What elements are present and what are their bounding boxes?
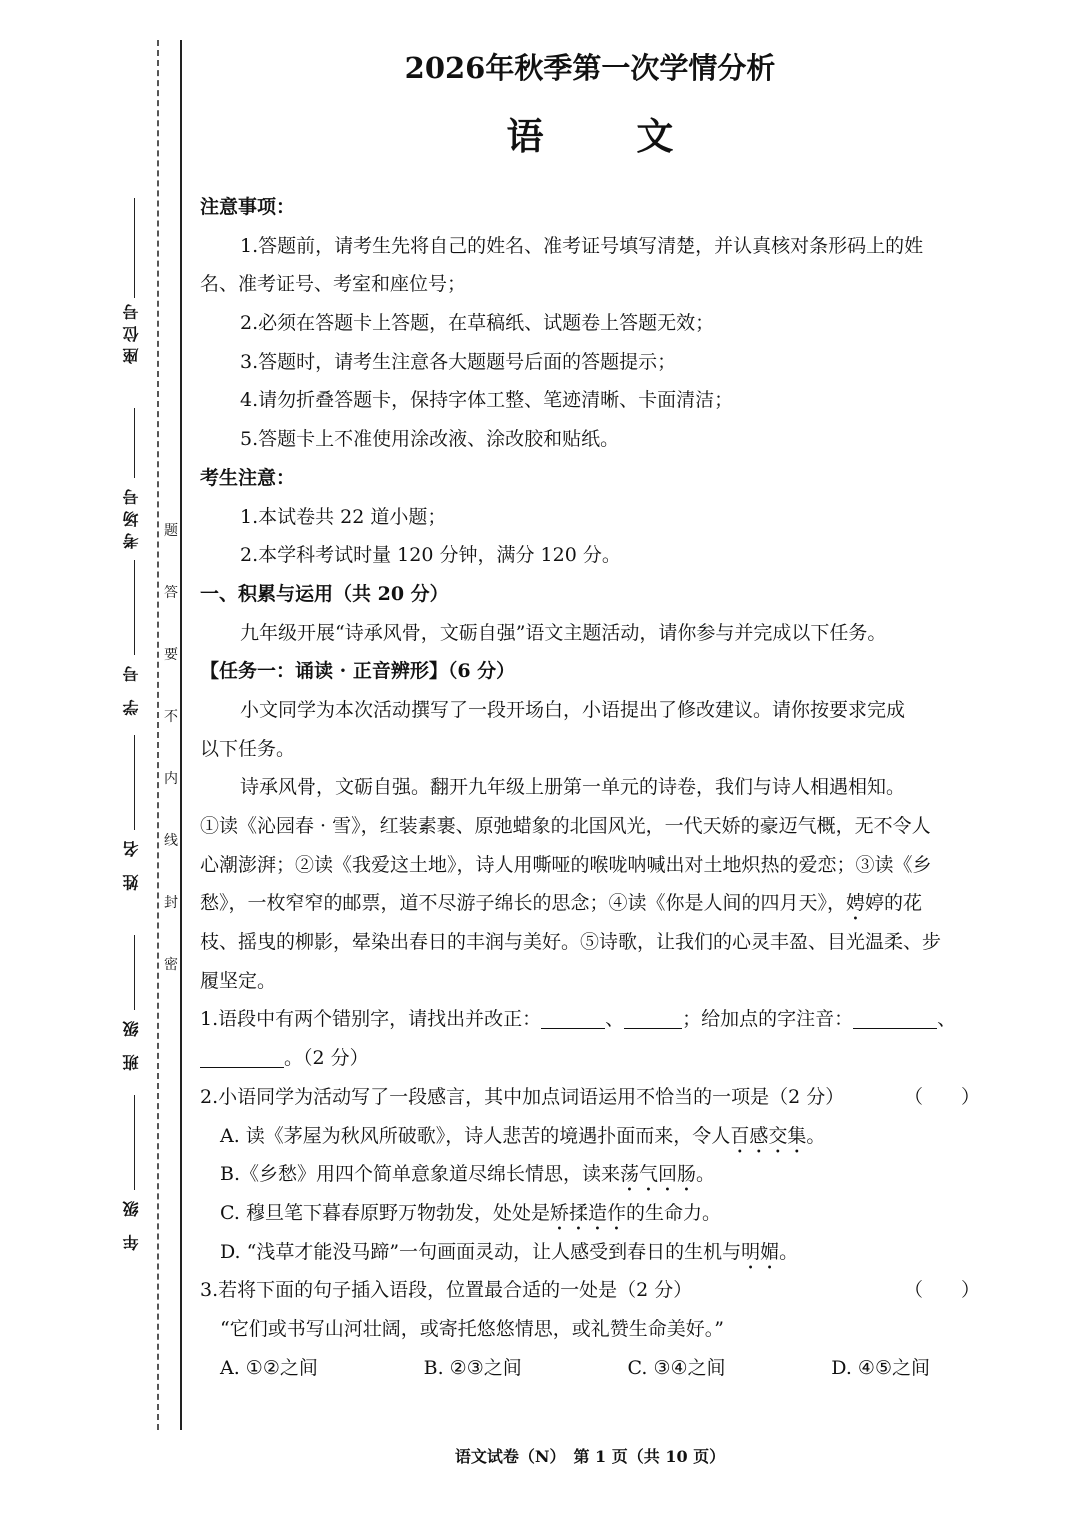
class-field: 班 级 — [120, 935, 150, 1085]
exam-room-field: 考场号 — [120, 408, 150, 553]
candidate-heading: 考生注意： — [200, 466, 296, 489]
page-footer: 语文试卷（N） 第 1 页（共 10 页） — [454, 1447, 726, 1466]
q2-option-a: A. 读《茅屋为秋风所破歌》，诗人悲苦的境遇扑面而来，令人百感交集。 — [220, 1124, 826, 1147]
notice-item-5: 5.答题卡上不准使用涂改液、涂改胶和贴纸。 — [240, 428, 620, 451]
notice-heading: 注意事项： — [200, 196, 296, 218]
subject-title: 语 文 — [506, 114, 714, 158]
section-1-intro: 九年级开展“诗承风骨，文砺自强”语文主题活动，请你参与并完成以下任务。 — [240, 621, 887, 644]
passage-line-3: 心潮澎湃；②读《我爱这土地》，诗人用嘶哑的喉咙呐喊出对土地炽热的爱恋；③读《乡 — [200, 853, 932, 876]
q2-option-c: C. 穆旦笔下暮春原野万物勃发，处处是矫揉造作的生命力。 — [220, 1201, 721, 1224]
question-1-cont: 。（2 分） — [200, 1039, 990, 1078]
answer-blank-1[interactable] — [541, 1006, 605, 1029]
dotted-char: 娉 — [846, 892, 866, 915]
answer-blank-3[interactable] — [853, 1006, 937, 1029]
passage-line-1: 诗承风骨，文砺自强。翻开九年级上册第一单元的诗卷，我们与诗人相遇相知。 — [240, 776, 906, 799]
q3-option-b: B. ②③之间 — [423, 1356, 522, 1379]
task-1-heading: 【任务一：诵读 · 正音辨形】（6 分） — [200, 660, 516, 683]
q3-option-d: D. ④⑤之间 — [831, 1356, 930, 1379]
candidate-item-2: 2.本学科考试时量 120 分钟，满分 120 分。 — [240, 544, 621, 567]
q3-option-c: C. ③④之间 — [627, 1356, 726, 1379]
question-2: 2.小语同学为活动写了一段感言，其中加点词语运用不恰当的一项是（2 分） （ ） — [200, 1078, 990, 1117]
fold-dashed-line — [157, 40, 159, 1430]
seal-warning-text: 题 答 要 不 内 线 封 密 — [164, 523, 178, 973]
q2-option-d: D. “浅草才能没马蹄”一句画面灵动，让人感受到春日的生机与明媚。 — [220, 1240, 799, 1263]
answer-paren-q2[interactable]: （ ） — [903, 1085, 980, 1108]
question-1: 1.语段中有两个错别字，请找出并改正： 、 ；给加点的字注音： 、 — [200, 1008, 957, 1031]
notice-item-1: 1.答题前，请考生先将自己的姓名、准考证号填写清楚，并认真核对条形码上的姓 — [240, 234, 924, 257]
passage-line-6: 履坚定。 — [200, 969, 277, 992]
q3-option-a: A. ①②之间 — [220, 1356, 318, 1379]
exam-title: 2026年秋季第一次学情分析 — [404, 51, 776, 85]
notice-item-2: 2.必须在答题卡上答题，在草稿纸、试题卷上答题无效； — [240, 312, 715, 335]
q3-sentence: “它们或书写山河壮阔，或寄托悠悠情思，或礼赞生命美好。” — [220, 1317, 724, 1340]
passage-line-2: ①读《沁园春 · 雪》，红装素裹、原弛蜡象的北国风光，一代天娇的豪迈气概，无不令人 — [200, 815, 931, 837]
exam-content — [200, 188, 990, 1387]
notice-item-4: 4.请勿折叠答题卡，保持字体工整、笔迹清晰、卡面清洁； — [240, 389, 734, 412]
q3-options — [200, 1349, 990, 1388]
notice-item-1-cont: 名、准考证号、考室和座位号； — [200, 273, 467, 296]
passage-line-4: 愁》，一枚窄窄的邮票，道不尽游子绵长的思念；④读《你是人间的四月天》，娉婷的花 — [200, 892, 923, 915]
passage-line-5: 枝、摇曳的柳影，晕染出春日的丰润与美好。⑤诗歌，让我们的心灵丰盈、目光温柔、步 — [200, 931, 942, 954]
answer-blank-2[interactable] — [624, 1006, 682, 1029]
task-1-intro-cont: 以下任务。 — [200, 737, 296, 760]
answer-blank-4[interactable] — [200, 1045, 284, 1068]
seat-number-field: 座位号 — [120, 198, 150, 408]
notice-item-3: 3.答题时，请考生注意各大题题号后面的答题提示； — [240, 350, 677, 373]
task-1-intro: 小文同学为本次活动撰写了一段开场白，小语提出了修改建议。请你按要求完成 — [240, 698, 906, 721]
q2-option-b: B.《乡愁》用四个简单意象道尽绵长情思，读来荡气回肠。 — [220, 1163, 716, 1186]
student-id-field: 学 号 — [120, 560, 150, 725]
question-3: 3.若将下面的句子插入语段，位置最合适的一处是（2 分） （ ） — [200, 1271, 990, 1310]
answer-paren-q3[interactable]: （ ） — [903, 1279, 980, 1302]
section-1-heading: 一、积累与运用（共 20 分） — [200, 582, 449, 605]
grade-field: 年 级 — [120, 1095, 150, 1265]
name-field: 姓 名 — [120, 735, 150, 905]
candidate-item-1: 1.本试卷共 22 道小题； — [240, 505, 447, 528]
